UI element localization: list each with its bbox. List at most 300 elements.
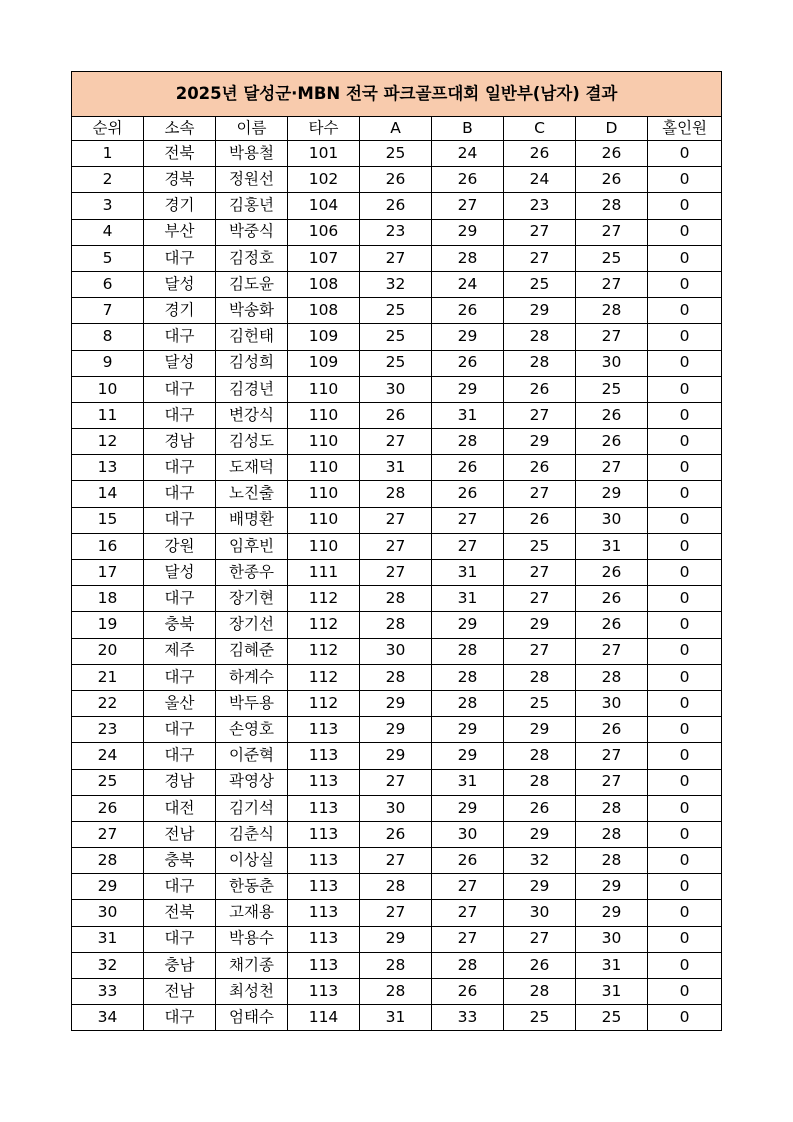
strokes-cell: 112 <box>288 586 360 612</box>
strokes-cell: 113 <box>288 848 360 874</box>
course-d-cell: 29 <box>576 481 648 507</box>
course-d-cell: 30 <box>576 350 648 376</box>
course-d-cell: 26 <box>576 612 648 638</box>
course-a-cell: 28 <box>360 952 432 978</box>
name-cell: 박용철 <box>216 141 288 167</box>
course-d-cell: 28 <box>576 821 648 847</box>
course-a-cell: 30 <box>360 795 432 821</box>
course-d-cell: 25 <box>576 245 648 271</box>
name-cell: 김경년 <box>216 376 288 402</box>
hole-in-one-cell: 0 <box>648 481 722 507</box>
course-d-cell: 27 <box>576 271 648 297</box>
course-b-cell: 26 <box>432 481 504 507</box>
course-d-cell: 31 <box>576 979 648 1005</box>
table-row <box>72 429 722 455</box>
affiliation-cell: 대구 <box>144 1005 216 1031</box>
table-title: 2025년 달성군·MBN 전국 파크골프대회 일반부(남자) 결과 <box>72 72 722 117</box>
hole-in-one-cell: 0 <box>648 743 722 769</box>
course-a-cell: 30 <box>360 638 432 664</box>
results-table <box>71 71 722 1031</box>
course-c-cell: 26 <box>504 507 576 533</box>
name-cell: 김기석 <box>216 795 288 821</box>
hole-in-one-cell: 0 <box>648 141 722 167</box>
table-row <box>72 952 722 978</box>
strokes-cell: 111 <box>288 560 360 586</box>
name-cell: 박두용 <box>216 690 288 716</box>
strokes-cell: 110 <box>288 455 360 481</box>
hole-in-one-cell: 0 <box>648 900 722 926</box>
strokes-cell: 106 <box>288 219 360 245</box>
rank-cell: 1 <box>72 141 144 167</box>
hole-in-one-cell: 0 <box>648 848 722 874</box>
name-cell: 채기종 <box>216 952 288 978</box>
hole-in-one-cell: 0 <box>648 193 722 219</box>
course-a-cell: 27 <box>360 848 432 874</box>
strokes-cell: 113 <box>288 795 360 821</box>
course-a-cell: 28 <box>360 664 432 690</box>
table-row <box>72 664 722 690</box>
hole-in-one-cell: 0 <box>648 271 722 297</box>
course-d-cell: 29 <box>576 874 648 900</box>
strokes-cell: 112 <box>288 638 360 664</box>
course-a-cell: 30 <box>360 376 432 402</box>
course-c-cell: 29 <box>504 298 576 324</box>
course-b-cell: 27 <box>432 507 504 533</box>
strokes-cell: 112 <box>288 664 360 690</box>
name-cell: 장기선 <box>216 612 288 638</box>
affiliation-cell: 전북 <box>144 900 216 926</box>
strokes-cell: 113 <box>288 979 360 1005</box>
hole-in-one-cell: 0 <box>648 612 722 638</box>
table-row <box>72 900 722 926</box>
course-b-cell: 26 <box>432 979 504 1005</box>
course-c-cell: 28 <box>504 743 576 769</box>
name-cell: 한종우 <box>216 560 288 586</box>
rank-cell: 34 <box>72 1005 144 1031</box>
title-row <box>72 72 722 117</box>
rank-cell: 28 <box>72 848 144 874</box>
name-cell: 이준혁 <box>216 743 288 769</box>
table-row <box>72 455 722 481</box>
hole-in-one-cell: 0 <box>648 402 722 428</box>
rank-cell: 26 <box>72 795 144 821</box>
affiliation-cell: 경남 <box>144 429 216 455</box>
course-a-cell: 29 <box>360 926 432 952</box>
strokes-cell: 110 <box>288 402 360 428</box>
course-b-cell: 27 <box>432 533 504 559</box>
course-d-cell: 26 <box>576 586 648 612</box>
course-a-cell: 31 <box>360 1005 432 1031</box>
column-header-strokes: 타수 <box>288 117 360 141</box>
affiliation-cell: 대전 <box>144 795 216 821</box>
rank-cell: 5 <box>72 245 144 271</box>
hole-in-one-cell: 0 <box>648 795 722 821</box>
affiliation-cell: 경기 <box>144 298 216 324</box>
name-cell: 도재덕 <box>216 455 288 481</box>
course-a-cell: 27 <box>360 900 432 926</box>
course-d-cell: 27 <box>576 324 648 350</box>
name-cell: 김헌태 <box>216 324 288 350</box>
column-header-name: 이름 <box>216 117 288 141</box>
affiliation-cell: 대구 <box>144 586 216 612</box>
course-d-cell: 28 <box>576 848 648 874</box>
course-c-cell: 29 <box>504 821 576 847</box>
course-c-cell: 24 <box>504 167 576 193</box>
affiliation-cell: 충남 <box>144 952 216 978</box>
course-c-cell: 29 <box>504 874 576 900</box>
course-b-cell: 27 <box>432 193 504 219</box>
rank-cell: 12 <box>72 429 144 455</box>
name-cell: 김정호 <box>216 245 288 271</box>
table-row <box>72 717 722 743</box>
hole-in-one-cell: 0 <box>648 560 722 586</box>
course-b-cell: 26 <box>432 298 504 324</box>
affiliation-cell: 제주 <box>144 638 216 664</box>
rank-cell: 30 <box>72 900 144 926</box>
table-row <box>72 245 722 271</box>
name-cell: 최성천 <box>216 979 288 1005</box>
rank-cell: 25 <box>72 769 144 795</box>
strokes-cell: 104 <box>288 193 360 219</box>
course-b-cell: 24 <box>432 271 504 297</box>
course-a-cell: 25 <box>360 298 432 324</box>
course-b-cell: 28 <box>432 664 504 690</box>
course-a-cell: 29 <box>360 743 432 769</box>
affiliation-cell: 강원 <box>144 533 216 559</box>
course-b-cell: 29 <box>432 612 504 638</box>
table-row <box>72 193 722 219</box>
affiliation-cell: 전북 <box>144 141 216 167</box>
rank-cell: 2 <box>72 167 144 193</box>
hole-in-one-cell: 0 <box>648 586 722 612</box>
course-c-cell: 27 <box>504 245 576 271</box>
name-cell: 박용수 <box>216 926 288 952</box>
name-cell: 김도윤 <box>216 271 288 297</box>
course-c-cell: 23 <box>504 193 576 219</box>
strokes-cell: 113 <box>288 821 360 847</box>
course-b-cell: 26 <box>432 350 504 376</box>
hole-in-one-cell: 0 <box>648 376 722 402</box>
table-row <box>72 533 722 559</box>
course-b-cell: 29 <box>432 376 504 402</box>
table-row <box>72 298 722 324</box>
header-row <box>72 117 722 141</box>
strokes-cell: 110 <box>288 376 360 402</box>
course-b-cell: 26 <box>432 848 504 874</box>
course-c-cell: 29 <box>504 429 576 455</box>
course-d-cell: 27 <box>576 769 648 795</box>
hole-in-one-cell: 0 <box>648 769 722 795</box>
name-cell: 김성도 <box>216 429 288 455</box>
rank-cell: 31 <box>72 926 144 952</box>
course-a-cell: 25 <box>360 141 432 167</box>
course-c-cell: 29 <box>504 717 576 743</box>
course-a-cell: 28 <box>360 586 432 612</box>
name-cell: 하계수 <box>216 664 288 690</box>
table-row <box>72 167 722 193</box>
name-cell: 박중식 <box>216 219 288 245</box>
affiliation-cell: 달성 <box>144 560 216 586</box>
column-header-course-b: B <box>432 117 504 141</box>
name-cell: 임후빈 <box>216 533 288 559</box>
table-row <box>72 743 722 769</box>
course-d-cell: 26 <box>576 141 648 167</box>
course-d-cell: 30 <box>576 926 648 952</box>
course-d-cell: 27 <box>576 638 648 664</box>
affiliation-cell: 경기 <box>144 193 216 219</box>
rank-cell: 6 <box>72 271 144 297</box>
affiliation-cell: 대구 <box>144 402 216 428</box>
course-d-cell: 27 <box>576 219 648 245</box>
course-a-cell: 26 <box>360 402 432 428</box>
course-a-cell: 28 <box>360 481 432 507</box>
hole-in-one-cell: 0 <box>648 717 722 743</box>
name-cell: 김성희 <box>216 350 288 376</box>
strokes-cell: 109 <box>288 350 360 376</box>
course-c-cell: 32 <box>504 848 576 874</box>
table-row <box>72 560 722 586</box>
hole-in-one-cell: 0 <box>648 874 722 900</box>
course-c-cell: 28 <box>504 979 576 1005</box>
table-row <box>72 586 722 612</box>
column-header-course-d: D <box>576 117 648 141</box>
course-a-cell: 29 <box>360 690 432 716</box>
course-d-cell: 31 <box>576 533 648 559</box>
affiliation-cell: 대구 <box>144 455 216 481</box>
strokes-cell: 101 <box>288 141 360 167</box>
name-cell: 변강식 <box>216 402 288 428</box>
hole-in-one-cell: 0 <box>648 1005 722 1031</box>
name-cell: 한동춘 <box>216 874 288 900</box>
course-d-cell: 28 <box>576 664 648 690</box>
rank-cell: 24 <box>72 743 144 769</box>
rank-cell: 18 <box>72 586 144 612</box>
hole-in-one-cell: 0 <box>648 429 722 455</box>
course-c-cell: 25 <box>504 533 576 559</box>
rank-cell: 29 <box>72 874 144 900</box>
strokes-cell: 102 <box>288 167 360 193</box>
column-header-rank: 순위 <box>72 117 144 141</box>
rank-cell: 17 <box>72 560 144 586</box>
course-b-cell: 27 <box>432 900 504 926</box>
table-row <box>72 769 722 795</box>
strokes-cell: 110 <box>288 481 360 507</box>
column-header-affiliation: 소속 <box>144 117 216 141</box>
course-a-cell: 26 <box>360 167 432 193</box>
course-b-cell: 29 <box>432 717 504 743</box>
affiliation-cell: 대구 <box>144 874 216 900</box>
table-row <box>72 690 722 716</box>
course-b-cell: 29 <box>432 795 504 821</box>
affiliation-cell: 대구 <box>144 664 216 690</box>
course-c-cell: 25 <box>504 690 576 716</box>
hole-in-one-cell: 0 <box>648 821 722 847</box>
course-a-cell: 27 <box>360 507 432 533</box>
course-c-cell: 26 <box>504 952 576 978</box>
course-a-cell: 27 <box>360 245 432 271</box>
course-c-cell: 27 <box>504 402 576 428</box>
rank-cell: 27 <box>72 821 144 847</box>
table-row <box>72 848 722 874</box>
strokes-cell: 110 <box>288 533 360 559</box>
rank-cell: 32 <box>72 952 144 978</box>
course-d-cell: 28 <box>576 795 648 821</box>
table-row <box>72 402 722 428</box>
course-b-cell: 28 <box>432 429 504 455</box>
hole-in-one-cell: 0 <box>648 664 722 690</box>
strokes-cell: 113 <box>288 769 360 795</box>
hole-in-one-cell: 0 <box>648 245 722 271</box>
course-b-cell: 28 <box>432 952 504 978</box>
rank-cell: 10 <box>72 376 144 402</box>
strokes-cell: 112 <box>288 612 360 638</box>
hole-in-one-cell: 0 <box>648 926 722 952</box>
course-d-cell: 26 <box>576 560 648 586</box>
column-header-course-c: C <box>504 117 576 141</box>
table-row <box>72 821 722 847</box>
affiliation-cell: 달성 <box>144 271 216 297</box>
affiliation-cell: 대구 <box>144 324 216 350</box>
affiliation-cell: 대구 <box>144 481 216 507</box>
hole-in-one-cell: 0 <box>648 350 722 376</box>
name-cell: 엄태수 <box>216 1005 288 1031</box>
name-cell: 이상실 <box>216 848 288 874</box>
course-c-cell: 27 <box>504 586 576 612</box>
strokes-cell: 113 <box>288 926 360 952</box>
strokes-cell: 109 <box>288 324 360 350</box>
rank-cell: 11 <box>72 402 144 428</box>
course-b-cell: 28 <box>432 245 504 271</box>
course-d-cell: 25 <box>576 376 648 402</box>
name-cell: 김춘식 <box>216 821 288 847</box>
course-c-cell: 30 <box>504 900 576 926</box>
affiliation-cell: 부산 <box>144 219 216 245</box>
course-a-cell: 28 <box>360 874 432 900</box>
strokes-cell: 113 <box>288 717 360 743</box>
hole-in-one-cell: 0 <box>648 324 722 350</box>
course-a-cell: 27 <box>360 560 432 586</box>
affiliation-cell: 대구 <box>144 743 216 769</box>
hole-in-one-cell: 0 <box>648 533 722 559</box>
course-c-cell: 28 <box>504 664 576 690</box>
course-a-cell: 27 <box>360 769 432 795</box>
course-a-cell: 29 <box>360 717 432 743</box>
course-b-cell: 27 <box>432 874 504 900</box>
course-a-cell: 27 <box>360 429 432 455</box>
table-row <box>72 271 722 297</box>
table-row <box>72 874 722 900</box>
course-c-cell: 29 <box>504 612 576 638</box>
column-header-hole-in-one: 홀인원 <box>648 117 722 141</box>
hole-in-one-cell: 0 <box>648 952 722 978</box>
strokes-cell: 114 <box>288 1005 360 1031</box>
strokes-cell: 108 <box>288 271 360 297</box>
course-b-cell: 28 <box>432 690 504 716</box>
course-a-cell: 26 <box>360 193 432 219</box>
course-c-cell: 28 <box>504 324 576 350</box>
strokes-cell: 113 <box>288 952 360 978</box>
course-c-cell: 27 <box>504 926 576 952</box>
rank-cell: 19 <box>72 612 144 638</box>
rank-cell: 3 <box>72 193 144 219</box>
course-c-cell: 25 <box>504 271 576 297</box>
table-row <box>72 507 722 533</box>
course-c-cell: 28 <box>504 769 576 795</box>
course-b-cell: 31 <box>432 402 504 428</box>
name-cell: 배명환 <box>216 507 288 533</box>
course-a-cell: 26 <box>360 821 432 847</box>
course-a-cell: 31 <box>360 455 432 481</box>
course-b-cell: 24 <box>432 141 504 167</box>
table-row <box>72 1005 722 1031</box>
course-c-cell: 28 <box>504 350 576 376</box>
affiliation-cell: 달성 <box>144 350 216 376</box>
course-c-cell: 26 <box>504 376 576 402</box>
rank-cell: 8 <box>72 324 144 350</box>
affiliation-cell: 충북 <box>144 612 216 638</box>
rank-cell: 23 <box>72 717 144 743</box>
course-d-cell: 26 <box>576 167 648 193</box>
course-b-cell: 26 <box>432 455 504 481</box>
rank-cell: 15 <box>72 507 144 533</box>
table-row <box>72 795 722 821</box>
results-body <box>72 141 722 1031</box>
rank-cell: 33 <box>72 979 144 1005</box>
strokes-cell: 112 <box>288 690 360 716</box>
affiliation-cell: 전남 <box>144 821 216 847</box>
course-d-cell: 28 <box>576 298 648 324</box>
table-row <box>72 979 722 1005</box>
rank-cell: 22 <box>72 690 144 716</box>
affiliation-cell: 대구 <box>144 717 216 743</box>
name-cell: 고재용 <box>216 900 288 926</box>
course-d-cell: 31 <box>576 952 648 978</box>
name-cell: 김홍년 <box>216 193 288 219</box>
course-d-cell: 27 <box>576 743 648 769</box>
course-d-cell: 26 <box>576 429 648 455</box>
hole-in-one-cell: 0 <box>648 298 722 324</box>
table-row <box>72 376 722 402</box>
course-d-cell: 29 <box>576 900 648 926</box>
course-c-cell: 26 <box>504 795 576 821</box>
rank-cell: 4 <box>72 219 144 245</box>
table-row <box>72 219 722 245</box>
course-b-cell: 31 <box>432 560 504 586</box>
rank-cell: 16 <box>72 533 144 559</box>
affiliation-cell: 울산 <box>144 690 216 716</box>
hole-in-one-cell: 0 <box>648 638 722 664</box>
course-b-cell: 26 <box>432 167 504 193</box>
course-c-cell: 27 <box>504 219 576 245</box>
course-c-cell: 26 <box>504 141 576 167</box>
rank-cell: 9 <box>72 350 144 376</box>
hole-in-one-cell: 0 <box>648 690 722 716</box>
course-b-cell: 31 <box>432 586 504 612</box>
name-cell: 곽영상 <box>216 769 288 795</box>
course-b-cell: 31 <box>432 769 504 795</box>
affiliation-cell: 경남 <box>144 769 216 795</box>
hole-in-one-cell: 0 <box>648 455 722 481</box>
hole-in-one-cell: 0 <box>648 167 722 193</box>
affiliation-cell: 전남 <box>144 979 216 1005</box>
course-d-cell: 25 <box>576 1005 648 1031</box>
course-b-cell: 28 <box>432 638 504 664</box>
strokes-cell: 113 <box>288 743 360 769</box>
name-cell: 노진출 <box>216 481 288 507</box>
strokes-cell: 113 <box>288 900 360 926</box>
course-b-cell: 30 <box>432 821 504 847</box>
name-cell: 손영호 <box>216 717 288 743</box>
